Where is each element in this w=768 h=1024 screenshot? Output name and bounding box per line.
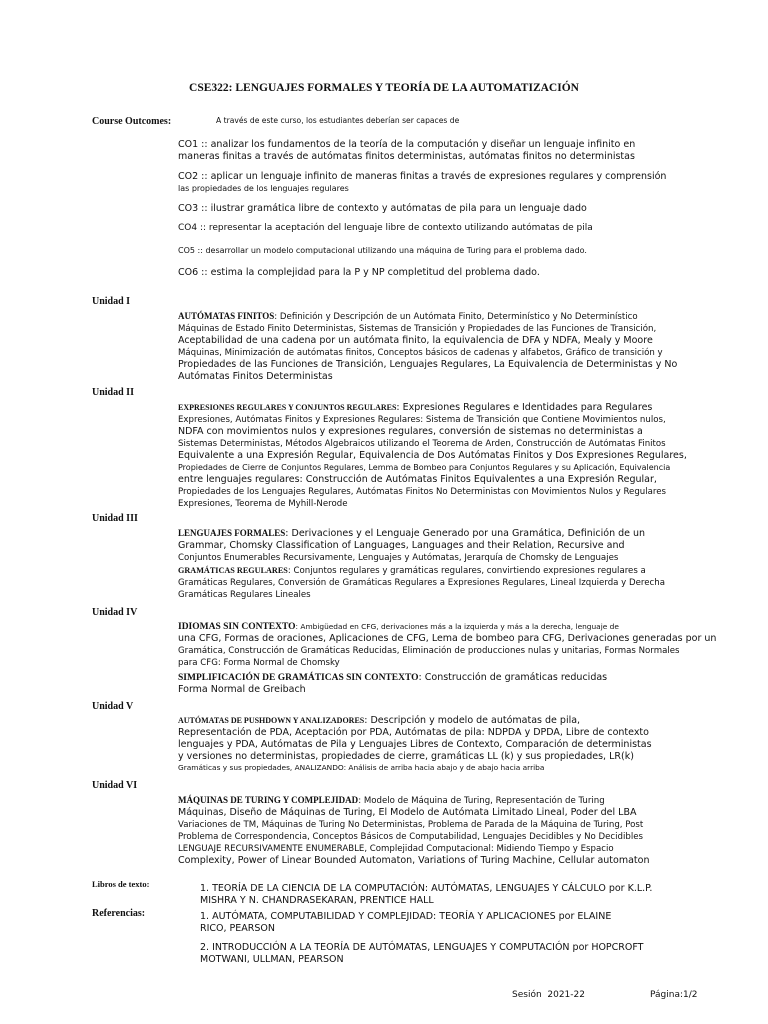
unit-4-content: IDIOMAS SIN CONTEXTO: Ambigüedad en CFG, derivaciones más a la izquierda y más a la derecha, lenguaje de una CFG, Formas de oraciones, Aplicaciones de CFG, Lema de bombeo para CFG, Derivaciones generadas por un Gramática, Construcción de Gramáticas Reducidas, Eliminación de producciones nulas y unitarias, Formas Normales para CFG: Forma Normal de Chomsky [178,622,717,668]
unit-4-heading-2: SIMPLIFICACIÓN DE GRAMÁTICAS SIN CONTEXTO [178,673,419,683]
unit-3-content: LENGUAJES FORMALES: Derivaciones y el Lenguaje Generado por una Gramática, Definición de un Grammar, Chomsky Classification of Languages, Languages and their Relation, Recursive and Conjuntos Enumerables Recursivamente, Lenguajes y Autómatas, Jerarquía de Chomsky de Lenguajes [178,528,646,563]
unit-1-heading: AUTÓMATAS FINITOS [178,311,275,321]
course-outcomes-label: Course Outcomes: [92,116,172,127]
unit-6-content: MÁQUINAS DE TURING Y COMPLEJIDAD: Modelo de Máquina de Turing, Representación de Turing Máquinas, Diseño de Máquinas de Turing, El Modelo de Autómata Limitado Lineal, Poder del LBA Variaciones de TM, Máquinas de Turing No Deterministas, Problema de Parada de la Máquina de Turing, Post Problema de Correspondencia, Conceptos Básicos de Computabilidad, Lenguajes Decidibles y No Decidibles LENGUAJE RECURSIVAMENTE ENUMERABLE, Complejidad Computacional: Midiendo Tiempo y Espacio Complexity, Power of Linear Bounded Automaton, Variations of Turing Machine, Cellular automaton [178,795,650,866]
course-outcomes-intro: A través de este curso, los estudiantes deberían ser capaces de [216,116,460,125]
unit-5-heading: AUTÓMATAS DE PUSHDOWN Y ANALIZADORES [178,716,365,725]
unit-6-heading: MÁQUINAS DE TURING Y COMPLEJIDAD [178,795,359,805]
co5: CO5 :: desarrollar un modelo computacional utilizando una máquina de Turing para el problema dado. [178,246,587,255]
reference-1: 1. AUTÓMATA, COMPUTABILIDAD Y COMPLEJIDAD: TEORÍA Y APLICACIONES por ELAINE RICO, PEARSON [200,911,612,934]
unit-2-heading: EXPRESIONES REGULARES Y CONJUNTOS REGULARES [178,403,397,412]
textbook-1: 1. TEORÍA DE LA CIENCIA DE LA COMPUTACIÓN: AUTÓMATAS, LENGUAJES Y CÁLCULO por K.L.P. MISHRA Y N. CHANDRASEKARAN, PRENTICE HALL [200,883,653,906]
unit-2-content: EXPRESIONES REGULARES Y CONJUNTOS REGULARES: Expresiones Regulares e Identidades para Regulares Expresiones, Autómatas Finitos y Expresiones Regulares: Sistema de Transición que Contiene Movimientos nulos, NDFA con movimientos nulos y expresiones regulares, conversión de sistemas no deterministas a Sistemas Deterministas, Métodos Algebraicos utilizando el Teorema de Arden, Construcción de Autómatas Finitos Equivalente a una Expresión Regular, Equivalencia de Dos Autómatas Finitos y Dos Expresiones Regulares, Propiedades de Cierre de Conjuntos Regulares, Lemma de Bombeo para Conjuntos Regulares y su Aplicación, Equivalencia entre lenguajes regulares: Construcción de Autómatas Finitos Equivalentes a una Expresión Regular, Propiedades de los Lenguajes Regulares, Autómatas Finitos No Deterministas con Movimientos Nulos y Regulares Expresiones, Teorema de Myhill-Nerode [178,402,687,509]
unit-4-content-2: SIMPLIFICACIÓN DE GRAMÁTICAS SIN CONTEXTO: Construcción de gramáticas reducidas Forma Normal de Greibach [178,672,608,695]
co3: CO3 :: ilustrar gramática libre de contexto y autómatas de pila para un lenguaje dado [178,203,587,214]
reference-2: 2. INTRODUCCIÓN A LA TEORÍA DE AUTÓMATAS, LENGUAJES Y COMPUTACIÓN por HOPCROFT MOTWANI, ULLMAN, PEARSON [200,942,644,965]
unit-5-content: AUTÓMATAS DE PUSHDOWN Y ANALIZADORES: Descripción y modelo de autómatas de pila, Representación de PDA, Aceptación por PDA, Autómatas de pila: NDPDA y DPDA, Libre de contexto lenguajes y PDA, Autómatas de Pila y Lenguajes Libres de Contexto, Comparación de deterministas y versiones no deterministas, propiedades de cierre, gramáticas LL (k) y sus propiedades, LR(k) Gramáticas y sus propiedades, ANALIZANDO: Análisis de arriba hacia abajo y de abajo hacia arriba [178,715,652,772]
footer-page-number: Página:1/2 [650,990,698,1000]
unit-3-label: Unidad III [92,513,138,524]
footer-session: Sesión 2021-22 [512,990,585,1000]
unit-1-content: AUTÓMATAS FINITOS: Definición y Descripción de un Autómata Finito, Determinístico y No Determinístico Máquinas de Estado Finito Deterministas, Sistemas de Transición y Propiedades de las Funciones de Transición, Aceptabilidad de una cadena por un autómata finito, la equivalencia de DFA y NDFA, Mealy y Moore Máquinas, Minimización de autómatas finitos, Conceptos básicos de cadenas y alfabetos, Gráfico de transición y Propiedades de las Funciones de Transición, Lenguajes Regulares, La Equivalencia de Deterministas y No Autómatas Finitos Deterministas [178,311,678,382]
textbooks-label: Libros de texto: [92,879,150,889]
co2: CO2 :: aplicar un lenguaje infinito de maneras finitas a través de expresiones regulares y comprensión las propiedades de los lenguajes regulares [178,171,667,193]
unit-6-label: Unidad VI [92,780,138,791]
co1: CO1 :: analizar los fundamentos de la teoría de la computación y diseñar un lenguaje infinito en maneras finitas a través de autómatas finitos deterministas, autómatas finitos no deterministas [178,139,636,162]
document-title: CSE322: LENGUAJES FORMALES Y TEORÍA DE LA AUTOMATIZACIÓN [189,82,579,94]
unit-3-content-2: GRAMÁTICAS REGULARES: Conjuntos regulares y gramáticas regulares, convirtiendo expresiones regulares a Gramáticas Regulares, Conversión de Gramáticas Regulares a Expresiones Regulares, Lineal Izquierda y Derecha Gramáticas Regulares Lineales [178,566,665,600]
unit-5-label: Unidad V [92,701,134,712]
co4: CO4 :: representar la aceptación del lenguaje libre de contexto utilizando autómatas de pila [178,223,593,233]
references-label: Referencias: [92,908,146,919]
unit-2-label: Unidad II [92,387,134,398]
unit-3-heading: LENGUAJES FORMALES [178,528,286,538]
unit-3-heading-2: GRAMÁTICAS REGULARES [178,566,288,575]
co6: CO6 :: estima la complejidad para la P y NP completitud del problema dado. [178,267,540,278]
unit-4-heading: IDIOMAS SIN CONTEXTO [178,622,296,632]
unit-4-label: Unidad IV [92,607,138,618]
unit-1-label: Unidad I [92,296,131,307]
